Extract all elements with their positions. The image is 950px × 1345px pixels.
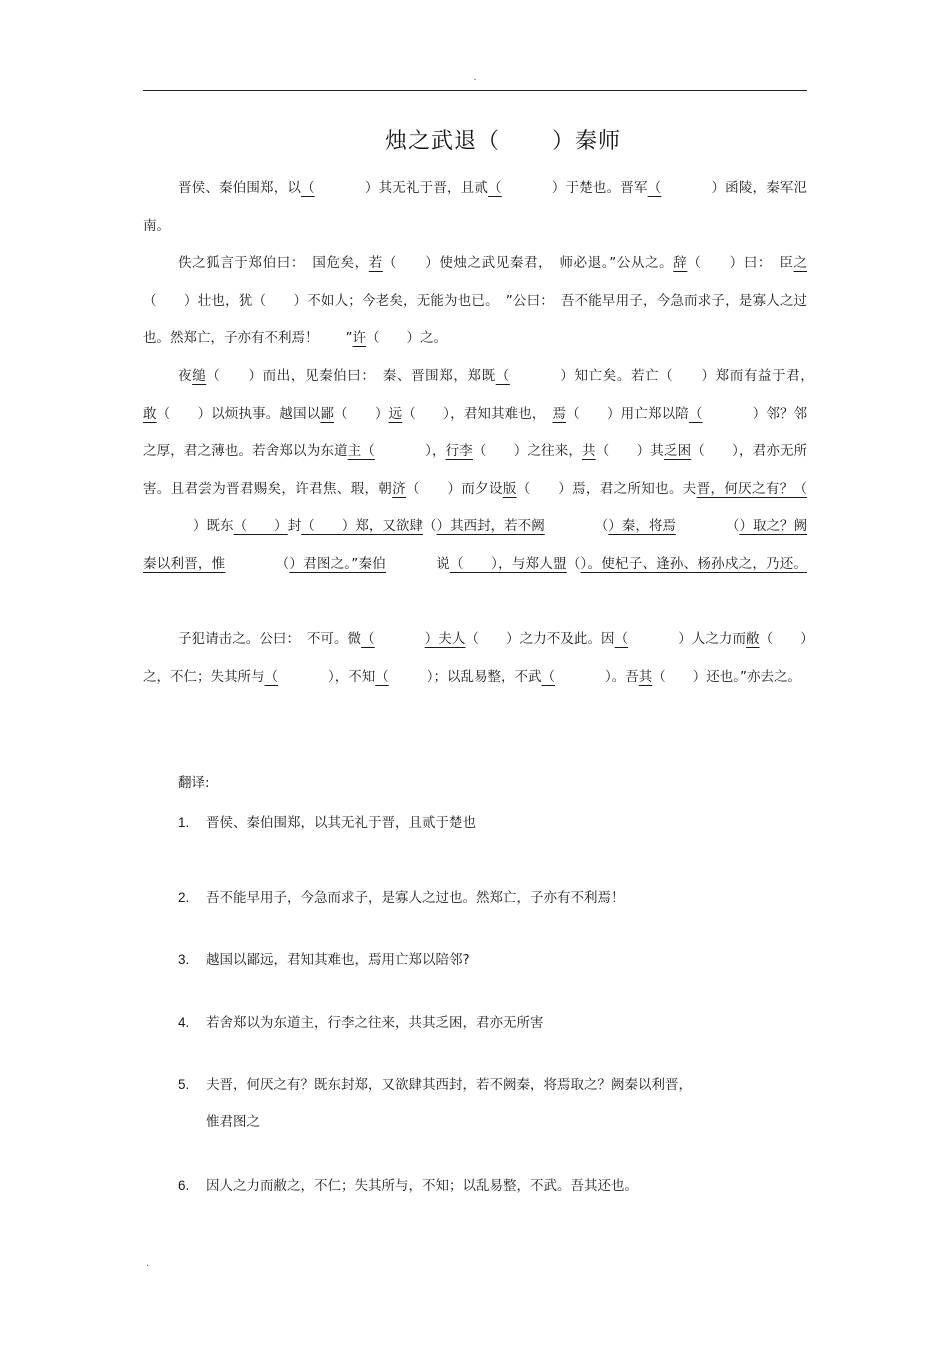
annotated-word: （ ）郑，又欲肆 — [301, 518, 423, 535]
annotated-word: 共 — [582, 443, 596, 460]
text-run: ）既东 — [193, 518, 234, 535]
item-text: 越国以鄙远，君知其难也，焉用亡郑以陪邻? — [206, 952, 470, 968]
item-number: 6. — [178, 1178, 190, 1193]
blank-open: ）其西封，若不阙 — [436, 518, 545, 535]
text-run: ）人之力而 — [678, 631, 747, 648]
annotated-word: 乏困 — [663, 443, 692, 460]
item-text: 吾不能早用子，今急而求子，是寡人之过也。然郑亡，子亦有不利焉！ — [206, 890, 625, 906]
annotated-word: 行李 — [445, 443, 473, 460]
paragraph-2 — [143, 245, 807, 358]
text-run: （ ）曰： 臣 — [687, 255, 794, 272]
annotated-word: 版 — [502, 480, 517, 497]
text-run: （ ） — [334, 405, 389, 422]
item-number: 5. — [178, 1077, 190, 1092]
text-run: ）；以乱易整，不武 — [426, 668, 542, 685]
text-run: （ — [594, 518, 609, 535]
annotated-word: 焉 — [552, 405, 567, 422]
annotated-word: 之 — [793, 255, 808, 272]
annotated-word: ）夫人 — [424, 631, 466, 648]
text-run: （ ）之，不仁；失其所与 — [143, 631, 808, 685]
text-run: （ ）用亡郑以陪 — [566, 405, 689, 422]
annotated-word: 缒 — [192, 367, 207, 384]
header-dot: . — [473, 72, 477, 83]
annotated-word: 辞 — [673, 255, 688, 272]
text-run: （ ）之往来， — [472, 443, 583, 460]
annotated-word: 许 — [352, 330, 366, 347]
header-rule — [143, 90, 807, 91]
annotated-word: 敢 — [143, 405, 157, 422]
text-run: ）邻？邻之厚，君之薄也。若舍郑以为东道 — [143, 405, 808, 460]
text-run: （ — [725, 518, 740, 535]
annotated-word: 其 — [638, 668, 653, 685]
blank-open: ）君图之。”秦伯 — [289, 555, 386, 572]
text-run: ）函陵，秦军氾南。 — [143, 180, 808, 234]
text-run: （ ）之力不及此。因 — [465, 631, 615, 648]
blank-open: （ — [647, 180, 662, 196]
annotated-word: （ ），与郑人盟 — [449, 555, 567, 572]
translation-label: 翻译: — [178, 775, 210, 791]
text-run: ）， — [424, 443, 446, 460]
item-text: 晋侯、秦伯围郑，以其无礼于晋，且贰于楚也 — [206, 815, 476, 831]
blank-open: （ — [541, 668, 555, 685]
text-run: （ ）使烛之武见秦君， 师必退。”公从之。 — [382, 255, 674, 272]
annotated-word: 若 — [368, 255, 383, 272]
text-run: 子犯请击之。公曰： 不可。微 — [178, 631, 362, 648]
blank-open: （ — [361, 631, 375, 648]
item-number: 3. — [178, 952, 190, 967]
annotated-word: 晋，何厌之有？（ — [696, 480, 808, 497]
text-run: ）其无礼于晋，且贰 — [364, 180, 489, 196]
text-run: （ ）还也。”亦去之。 — [652, 668, 801, 685]
annotated-word: 远 — [388, 405, 403, 422]
text-run: 佚之狐言于郑伯曰： 国危矣， — [178, 255, 369, 272]
blank-open: ）。使杞子、逢孙、杨孙戍之，乃还。 — [580, 555, 808, 572]
translation-item — [178, 1075, 806, 1132]
text-run: 说 — [435, 555, 450, 572]
blank-open: （ — [488, 180, 502, 196]
text-run: 晋侯、秦伯围郑，以 — [178, 180, 302, 196]
text-run: （ ）壮也，犹 — [143, 292, 253, 309]
text-run: （ ）而出，见秦伯曰： 秦、晋围郑，郑既 — [206, 367, 496, 384]
annotated-word: 敝 — [746, 631, 760, 648]
text-run: （ ）不如人；今老矣，无能为也已。 ”公曰： 吾不能早用子，今急而求子，是寡人之过也。然郑亡，子亦有不利焉！ ” — [143, 292, 808, 347]
blank-open: （ — [375, 668, 389, 685]
item-text: 因人之力而敝之，不仁；失其所与，不知；以乱易整，不武。吾其还也。 — [206, 1178, 638, 1194]
paragraph-3 — [143, 358, 821, 621]
item-text: 若舍郑以为东道主，行李之往来，共其乏困，君亦无所害 — [206, 1015, 544, 1031]
blank-open: ）秦，将焉 — [608, 518, 676, 535]
text-run: ）于楚也。晋军 — [551, 180, 648, 196]
blank-open: （ — [264, 668, 278, 685]
text-run: ）。吾 — [605, 668, 639, 685]
annotated-word: 主（ — [347, 443, 375, 460]
title-right: ）秦师 — [552, 129, 622, 154]
translation-item — [178, 1013, 806, 1033]
paragraph-1 — [143, 170, 807, 245]
text-run: ）知亡矣。若亡（ ）郑而有益于君， — [559, 367, 821, 384]
item-number: 1. — [178, 815, 190, 830]
translation-item — [178, 950, 806, 970]
text-run: （ — [275, 555, 290, 572]
text-run: （ ）以烦执事。越国以 — [156, 405, 321, 422]
blank-open: ）取之？阙秦以利晋，惟 — [143, 518, 808, 572]
footer-dot: . — [146, 1258, 150, 1269]
text-run: （ — [422, 518, 437, 535]
paragraph-4 — [143, 621, 807, 696]
translation-item — [178, 813, 806, 833]
blank-open: （ — [495, 367, 510, 384]
translation-item — [178, 888, 806, 908]
blank-open: （ — [301, 180, 315, 196]
text-run: （ ），君亦无所害。且君尝为晋君赐矣，许君焦、瑕，朝 — [143, 443, 808, 497]
item-number: 2. — [178, 890, 190, 905]
blank-open: （ — [614, 631, 629, 648]
title-left: 烛之武退（ — [384, 129, 500, 154]
text-run: ），不知 — [328, 668, 376, 685]
translation-item — [178, 1176, 806, 1196]
text-run: （ ）焉，君之所知也。夫 — [516, 480, 697, 497]
item-text-line-2: 惟君图之 — [206, 1114, 260, 1130]
item-text-line-1: 夫晋，何厌之有？既东封郑，又欲肆其西封，若不阙秦，将焉取之？阙秦以利晋， — [206, 1077, 692, 1093]
passage — [143, 170, 821, 696]
annotated-word: 济 — [392, 480, 406, 497]
text-run: 封 — [287, 518, 302, 535]
text-run: （ ）之。 — [366, 330, 447, 347]
item-text — [206, 1075, 806, 1132]
text-run: （ ）而夕设 — [405, 480, 503, 497]
annotated-word: （ ） — [233, 518, 288, 535]
item-number: 4. — [178, 1015, 190, 1030]
text-run: （ ）其 — [595, 443, 664, 460]
text-run: （ ），君知其难也， — [402, 405, 553, 422]
page-title — [143, 126, 863, 158]
text-run: （ — [566, 555, 581, 572]
text-run: 夜 — [178, 367, 193, 384]
annotated-word: 鄙 — [320, 405, 335, 422]
blank-open: （ — [688, 405, 703, 422]
